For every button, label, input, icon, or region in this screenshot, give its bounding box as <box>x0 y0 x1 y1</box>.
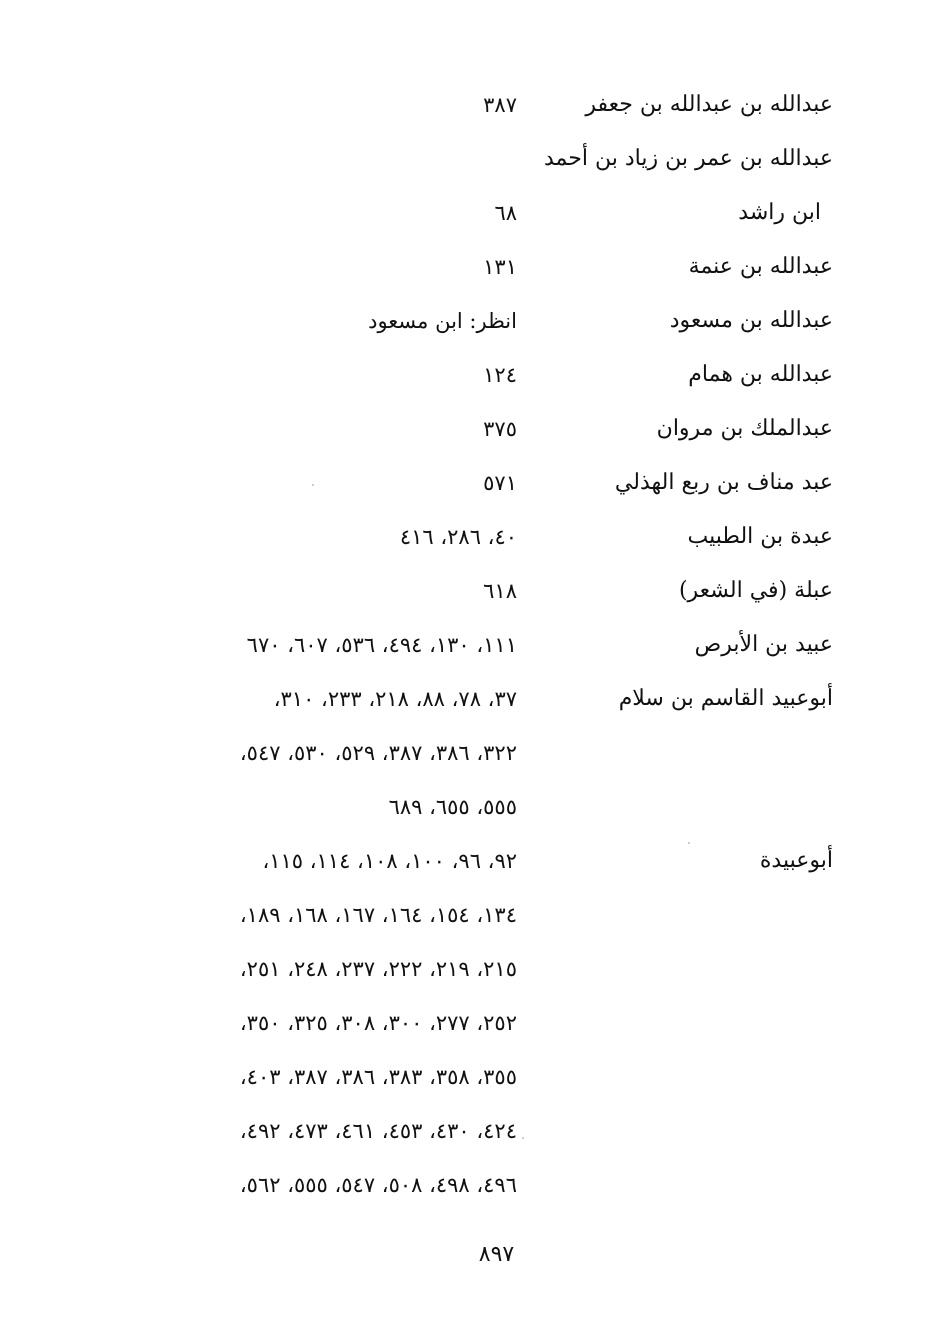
index-entry <box>0 294 949 348</box>
entry-name: عبد مناف بن ربع الهذلي <box>614 470 833 495</box>
index-entry-continuation <box>0 942 949 996</box>
entry-name: عبلة (في الشعر) <box>678 578 833 603</box>
entry-page-refs: ١٣١ <box>483 255 517 279</box>
index-entry-continuation <box>0 1158 949 1212</box>
index-entry-continuation <box>0 1050 949 1104</box>
entry-name: أبوعبيدة <box>759 848 833 873</box>
entry-name: عبدالله بن همام <box>688 362 833 387</box>
entry-page-refs: ٥٥٥، ٦٥٥، ٦٨٩ <box>388 795 517 819</box>
entry-page-refs: ٦١٨ <box>483 579 517 603</box>
entry-page-refs: ٤٠، ٢٨٦، ٤١٦ <box>399 525 517 549</box>
index-entry-continuation <box>0 726 949 780</box>
entry-name: عبدالله بن عنمة <box>688 254 833 279</box>
index-entry <box>0 186 949 240</box>
entry-name: عبدالله بن عبدالله بن جعفر <box>585 92 833 117</box>
entry-page-refs: ١١١، ١٣٠، ٤٩٤، ٥٣٦، ٦٠٧، ٦٧٠ <box>246 633 517 657</box>
scan-speck <box>312 484 314 486</box>
index-entry <box>0 78 949 132</box>
entry-page-refs: ٦٨ <box>494 201 517 225</box>
entry-name: ابن راشد <box>738 200 821 225</box>
page-number <box>0 1238 949 1272</box>
index-entry-continuation <box>0 780 949 834</box>
entry-page-refs: ١٣٤، ١٥٤، ١٦٤، ١٦٧، ١٦٨، ١٨٩، <box>239 903 517 927</box>
entry-page-refs: ٢١٥، ٢١٩، ٢٢٢، ٢٣٧، ٢٤٨، ٢٥١، <box>239 957 517 981</box>
index-entry <box>0 348 949 402</box>
index-entry-continuation <box>0 996 949 1050</box>
entry-name: عبدة بن الطبيب <box>687 524 833 549</box>
entry-page-refs: ٥٧١ <box>483 471 517 495</box>
index-entry <box>0 564 949 618</box>
index-entry <box>0 510 949 564</box>
index-entry <box>0 132 949 186</box>
entry-name: أبوعبيد القاسم بن سلام <box>618 686 833 711</box>
index-entry <box>0 456 949 510</box>
entry-name: عبيد بن الأبرص <box>694 632 833 657</box>
index-entry-continuation <box>0 1104 949 1158</box>
entry-cross-reference: انظر: ابن مسعود <box>368 309 517 333</box>
entry-page-refs: ٤٩٦، ٤٩٨، ٥٠٨، ٥٤٧، ٥٥٥، ٥٦٢، <box>239 1173 517 1197</box>
scan-speck <box>522 1137 524 1139</box>
entry-name: عبدالله بن عمر بن زياد بن أحمد <box>544 146 833 171</box>
index-entry <box>0 618 949 672</box>
entry-page-refs: ٣٧، ٧٨، ٨٨، ٢١٨، ٢٣٣، ٣١٠، <box>273 687 517 711</box>
index-list <box>0 78 949 1212</box>
index-entry <box>0 834 949 888</box>
entry-name: عبدالملك بن مروان <box>656 416 833 441</box>
index-entry <box>0 240 949 294</box>
entry-page-refs: ٣٥٥، ٣٥٨، ٣٨٣، ٣٨٦، ٣٨٧، ٤٠٣، <box>239 1065 517 1089</box>
entry-page-refs: ٢٥٢، ٢٧٧، ٣٠٠، ٣٠٨، ٣٢٥، ٣٥٠، <box>239 1011 517 1035</box>
entry-page-refs: ٣٢٢، ٣٨٦، ٣٨٧، ٥٢٩، ٥٣٠، ٥٤٧، <box>239 741 517 765</box>
entry-name: عبدالله بن مسعود <box>669 308 833 333</box>
entry-page-refs: ٤٢٤، ٤٣٠، ٤٥٣، ٤٦١، ٤٧٣، ٤٩٢، <box>239 1119 517 1143</box>
scan-speck <box>688 842 690 844</box>
entry-page-refs: ٣٨٧ <box>483 93 517 117</box>
entry-page-refs: ١٢٤ <box>483 363 517 387</box>
page-number-text: ٨٩٧ <box>478 1242 515 1267</box>
entry-page-refs: ٩٢، ٩٦، ١٠٠، ١٠٨، ١١٤، ١١٥، <box>262 849 517 873</box>
entry-page-refs: ٣٧٥ <box>483 417 517 441</box>
index-entry <box>0 402 949 456</box>
index-entry-continuation <box>0 888 949 942</box>
index-entry <box>0 672 949 726</box>
